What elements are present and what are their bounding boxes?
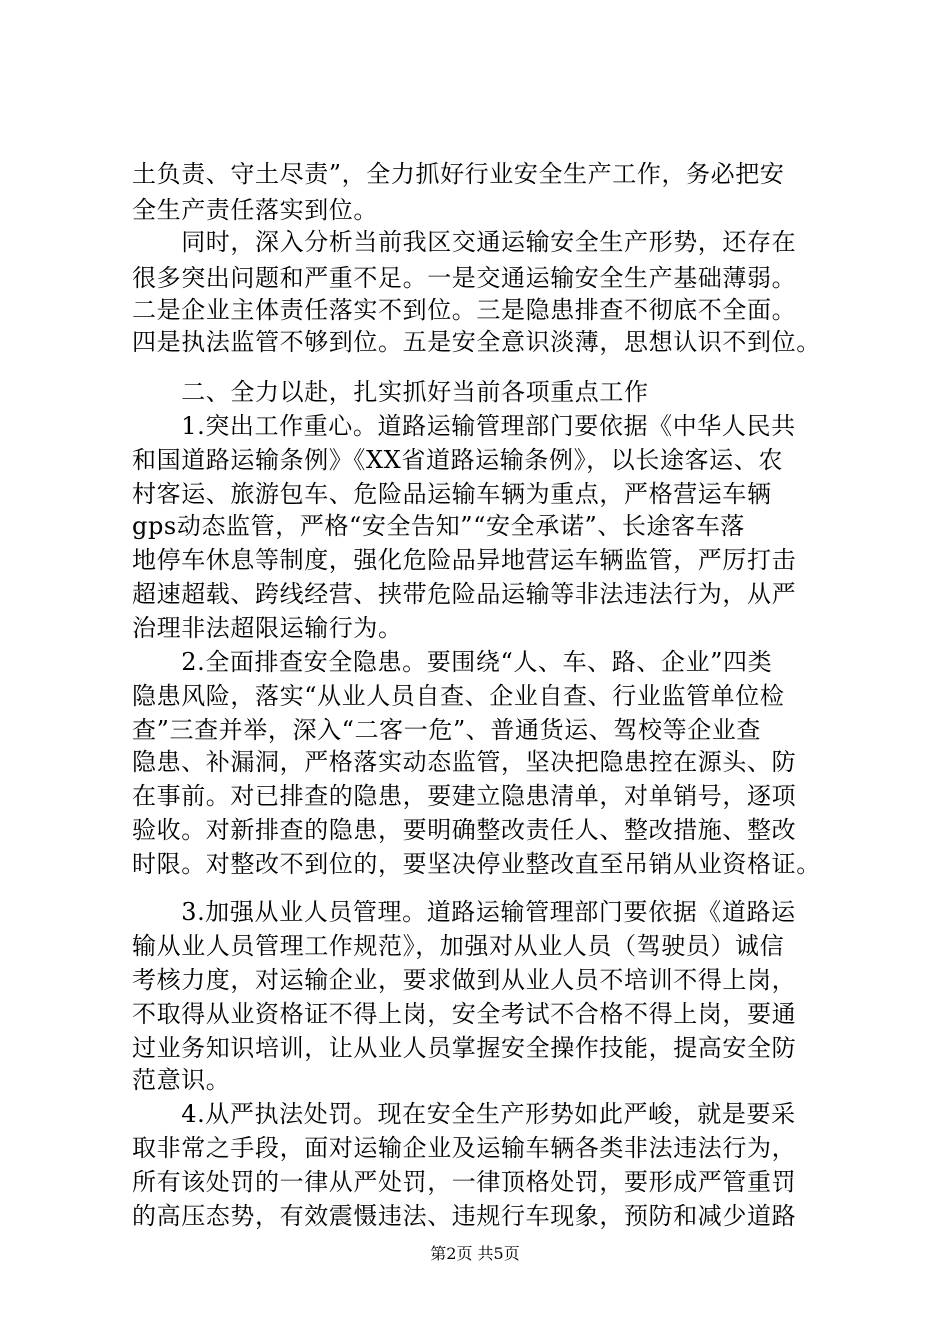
text-line: 隐患、补漏洞，严格落实动态监管，坚决把隐患控在源头、防 <box>132 748 797 776</box>
text-line: 地停车休息等制度，强化危险品异地营运车辆监管，严厉打击 <box>132 546 797 574</box>
text-line: 和国道路运输条例》《XX省道路运输条例》，以长途客运、农 <box>132 446 783 474</box>
text-line: 范意识。 <box>132 1066 231 1094</box>
text-line: 不取得从业资格证不得上岗，安全考试不合格不得上岗，要通 <box>132 1000 797 1028</box>
text-line: 验收。对新排查的隐患，要明确整改责任人、整改措施、整改 <box>132 816 797 844</box>
text-line: 考核力度，对运输企业，要求做到从业人员不培训不得上岗， <box>132 966 797 994</box>
text-line: 隐患风险，落实“从业人员自查、企业自查、行业监管单位检 <box>132 682 785 710</box>
text-line: 时限。对整改不到位的，要坚决停业整改直至吊销从业资格证。 <box>132 850 821 878</box>
text-line: 四是执法监管不够到位。五是安全意识淡薄，思想认识不到位。 <box>132 328 821 356</box>
text-line: 的高压态势，有效震慑违法、违规行车现象，预防和减少道路 <box>132 1202 797 1230</box>
text-line: 土负责、守土尽责”，全力抓好行业安全生产工作，务必把安 <box>132 160 785 188</box>
text-line: 2.全面排查安全隐患。要围绕“人、车、路、企业”四类 <box>132 648 773 676</box>
text-line: gps动态监管，严格“安全告知”“安全承诺”、长途客车落 <box>132 512 745 540</box>
text-line: 二是企业主体责任落实不到位。三是隐患排查不彻底不全面。 <box>132 296 797 324</box>
text-line: 超速超载、跨线经营、挟带危险品运输等非法违法行为，从严 <box>132 580 797 608</box>
page-footer: 第2页 共5页 <box>430 1244 520 1263</box>
text-line: 二、全力以赴，扎实抓好当前各项重点工作 <box>132 378 649 406</box>
text-line: 过业务知识培训，让从业人员掌握安全操作技能，提高安全防 <box>132 1034 797 1062</box>
text-line: 村客运、旅游包车、危险品运输车辆为重点，严格营运车辆 <box>132 480 772 508</box>
text-line: 在事前。对已排查的隐患，要建立隐患清单，对单销号，逐项 <box>132 782 797 810</box>
text-line: 全生产责任落实到位。 <box>132 196 378 224</box>
text-line: 取非常之手段，面对运输企业及运输车辆各类非法违法行为， <box>132 1134 797 1162</box>
text-line: 查”三查并举，深入“二客一危”、普通货运、驾校等企业查 <box>132 716 762 744</box>
text-line: 所有该处罚的一律从严处罚，一律顶格处罚，要形成严管重罚 <box>132 1168 797 1196</box>
text-line: 4.从严执法处罚。现在安全生产形势如此严峻，就是要采 <box>132 1100 796 1128</box>
text-line: 3.加强从业人员管理。道路运输管理部门要依据《道路运 <box>132 898 796 926</box>
text-line: 很多突出问题和严重不足。一是交通运输安全生产基础薄弱。 <box>132 264 797 292</box>
text-line: 治理非法超限运输行为。 <box>132 614 403 642</box>
text-line: 同时，深入分析当前我区交通运输安全生产形势，还存在 <box>132 228 797 256</box>
text-line: 1.突出工作重心。道路运输管理部门要依据《中华人民共 <box>132 412 796 440</box>
text-line: 输从业人员管理工作规范》，加强对从业人员（驾驶员）诚信 <box>132 932 785 960</box>
